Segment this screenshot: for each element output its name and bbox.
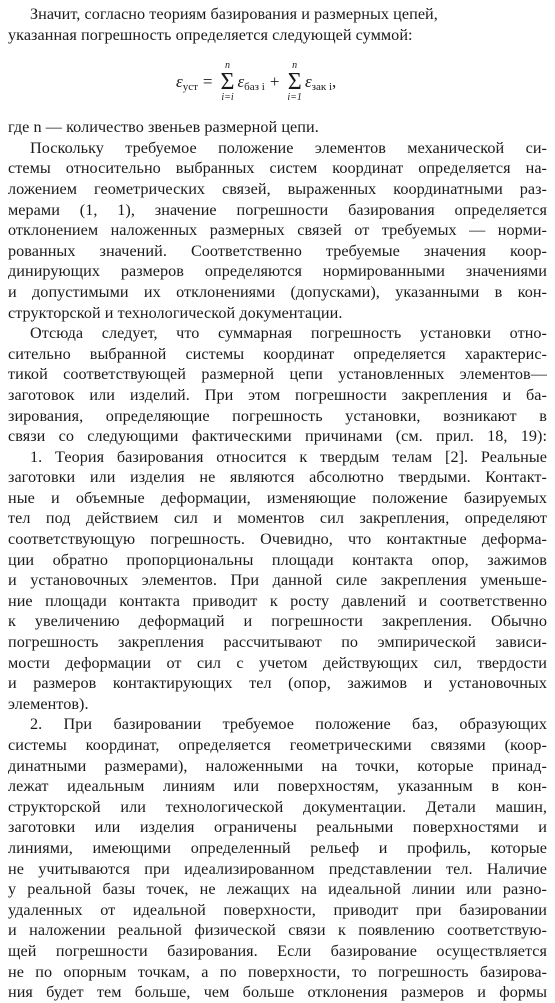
formula-term-2-subscript: зак i — [311, 81, 333, 94]
text-line: сительно выбранной системы координат определяется характерис- — [8, 344, 547, 363]
formula-sum-2 — [287, 61, 302, 103]
text-line: тел под действием сил и моментов сил закрепления, определяют — [8, 509, 547, 528]
text-line: и размеров контактирующих тел (опор, зажимов и установочных — [8, 674, 547, 693]
text-line: лежат идеальным линиям или поверхностям, указанным в кон- — [8, 777, 547, 796]
text-line: ложением геометрических связей, выраженных координатными раз- — [8, 179, 547, 198]
text-line: и допустимыми их отклонениями (допусками), указанными в кон- — [8, 282, 547, 301]
text-line: зирования, определяющие погрешность установки, возникают в — [8, 406, 547, 425]
text-line: к увеличению деформаций и погрешности закрепления. Обычно — [8, 612, 547, 631]
text-line: динирующих размеров определяются нормированными значениями — [8, 262, 547, 281]
formula — [8, 45, 547, 117]
formula-term-1-symbol: ε — [237, 72, 245, 92]
sum-2-lower-limit: i=1 — [287, 92, 302, 104]
text-line: не учитываются при идеализированном представлении тел. Наличие — [8, 859, 547, 878]
text-line: 2. При базировании требуемое положение баз, образующих — [30, 715, 547, 734]
text-line: заготовок или изделий. При этом погрешности закрепления и ба- — [8, 385, 547, 404]
formula-equals: = — [202, 72, 213, 92]
text-line: связи со следующими фактическими причинами (см. прил. 18, 19): — [8, 427, 547, 446]
text-line: системы координат, определяется геометрическими связями (коор- — [8, 736, 547, 754]
text-line: удаленных от идеальной поверхности, приводит при базировании — [8, 900, 547, 919]
formula-lhs-symbol: ε — [176, 72, 183, 92]
formula-term-1-subscript: баз i — [244, 81, 265, 94]
sum-2-upper-limit: n — [292, 60, 298, 72]
sum-1-sigma: Σ — [220, 69, 235, 96]
intro-line: Значит, согласно теориям базирования и размерных цепей, — [30, 5, 438, 23]
text-line: линиями, имеющими определенный рельеф и профиль, которые — [8, 838, 547, 857]
formula-trailing-comma: , — [332, 72, 337, 92]
text-line: не по опорным точкам, а по поверхности, то погрешность базирова- — [8, 962, 547, 981]
text-line: структорской или технологической документации. Детали машин, — [8, 797, 547, 816]
text-line: ние площади контакта приводит к росту давлений и соответственно — [8, 591, 547, 610]
text-line: заготовки или изделия не являются абсолютно твердыми. Контакт- — [8, 468, 547, 487]
text-line: у реальной базы точек, не лежащих на идеальной линии или разно- — [8, 880, 547, 899]
text-line: стемы относительно выбранных систем координат определяется на- — [8, 159, 547, 178]
text-line: Отсюда следует, что суммарная погрешность установки отно- — [30, 324, 547, 343]
text-line: отклонением наложенных размерных связей от требуемых — норми- — [8, 221, 547, 240]
text-line: где n — количество звеньев размерной цепи. — [8, 118, 319, 137]
text-line: структорской и технологической документации. — [8, 303, 343, 322]
formula-lhs-subscript: уст — [182, 81, 198, 94]
text-line: 1. Теория базирования относится к твердым телам [2]. Реальные — [30, 447, 547, 466]
text-line: Поскольку требуемое положение элементов механической си- — [30, 138, 547, 157]
text-line: мерами (1, 1), значение погрешности базирования определяется — [8, 200, 547, 219]
text-line: ные и объемные деформации, изменяющие положение базируемых — [8, 488, 547, 507]
text-line: мости деформации от сил с учетом действующих сил, твердости — [8, 653, 547, 672]
formula-term-2-symbol: ε — [304, 72, 312, 92]
text-line: рованных значений. Соответственно требуемые значения коор- — [8, 241, 547, 260]
formula-sum-1 — [221, 61, 235, 103]
sum-1-upper-limit: n — [224, 60, 230, 72]
sum-2-sigma: Σ — [287, 69, 302, 96]
text-line: соответствующую погрешность. Очевидно, что контактные деформа- — [8, 530, 547, 549]
text-line: ции обратно пропорциональны площади контакта опор, зажимов — [8, 550, 547, 569]
text-line: щей погрешности базирования. Если базирование осуществляется — [8, 941, 547, 960]
text-line: ния будет тем больше, чем больше отклонения размеров и формы — [8, 983, 547, 1002]
body-text — [8, 117, 547, 1003]
text-line: и установочных элементов. При данной силе закрепления уменьше- — [8, 571, 547, 590]
text-line: динатными размерами), наложенными на точки, которые принад- — [8, 756, 547, 775]
text-line: заготовки или изделия ограничены реальными поверхностями и — [8, 818, 547, 837]
sum-1-lower-limit: i=i — [221, 92, 234, 104]
formula-plus: + — [269, 72, 280, 92]
text-line: и наложении реальной физической связи к появлению соответствую- — [8, 921, 547, 940]
text-line: погрешность закрепления рассчитывают по эмпирической зависи- — [8, 633, 547, 652]
text-line: элементов). — [8, 694, 89, 713]
intro-line: указанная погрешность определяется следующей суммой: — [8, 25, 413, 44]
text-line: тикой соответствующей размерной цепи установленных элементов— — [8, 365, 547, 384]
